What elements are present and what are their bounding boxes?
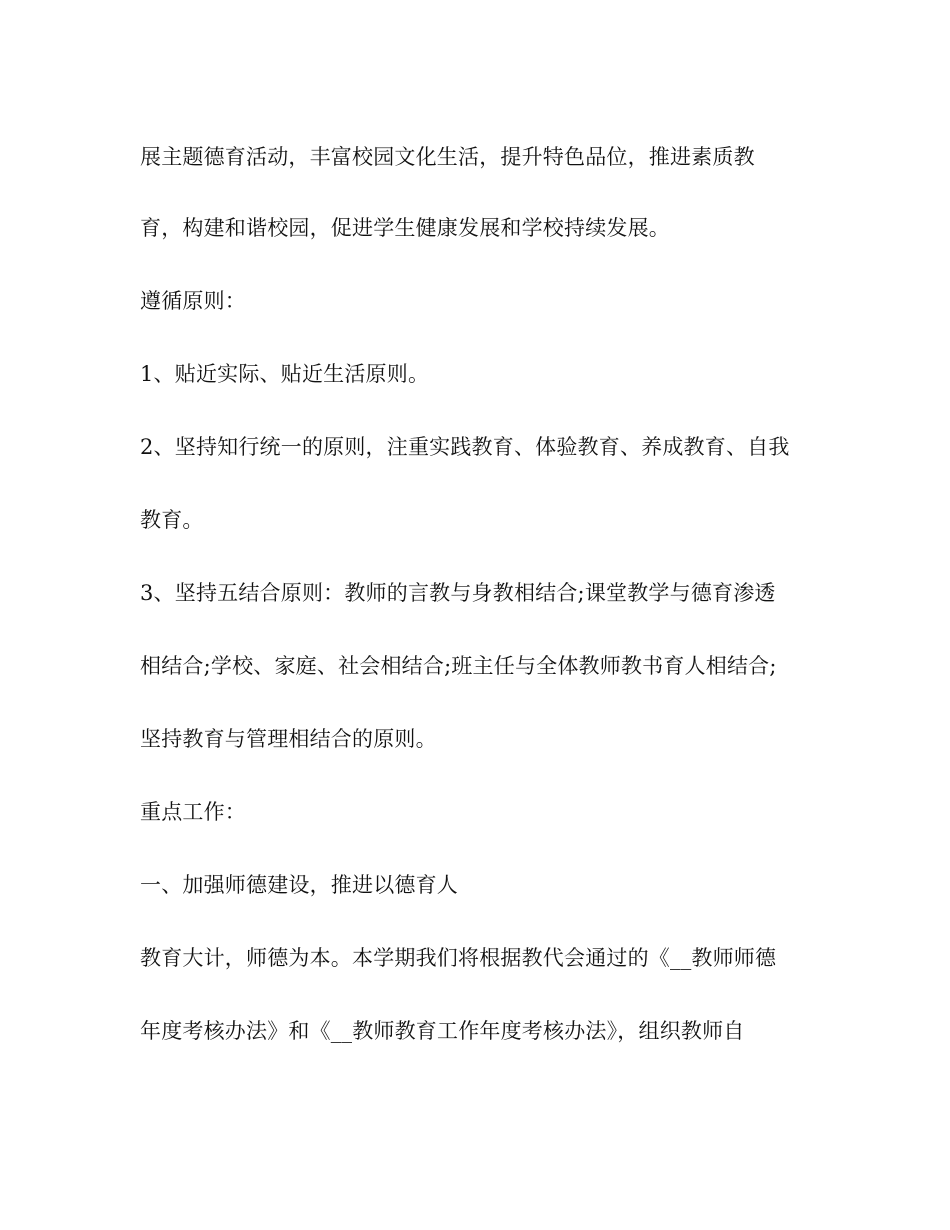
list-item-continuation: 相结合;学校、家庭、社会相结合;班主任与全体教师教书育人相结合; xyxy=(140,654,777,678)
section-heading: 重点工作： xyxy=(140,800,246,824)
list-item: 2、坚持知行统一的原则，注重实践教育、体验教育、养成教育、自我 xyxy=(140,435,790,459)
paragraph-line: 展主题德育活动，丰富校园文化生活，提升特色品位，推进素质教 xyxy=(140,145,755,169)
list-item-continuation: 坚持教育与管理相结合的原则。 xyxy=(140,727,437,751)
list-item: 3、坚持五结合原则：教师的言教与身教相结合;课堂教学与德育渗透 xyxy=(140,581,776,605)
list-item: 1、贴近实际、贴近生活原则。 xyxy=(140,362,430,386)
paragraph-line: 年度考核办法》和《__教师教育工作年度考核办法》，组织教师自 xyxy=(140,1019,745,1043)
section-heading: 遵循原则： xyxy=(140,289,246,313)
subsection-heading: 一、加强师德建设，推进以德育人 xyxy=(140,873,458,897)
paragraph-line: 育，构建和谐校园，促进学生健康发展和学校持续发展。 xyxy=(140,216,670,240)
list-item-continuation: 教育。 xyxy=(140,508,204,532)
paragraph-line: 教育大计，师德为本。本学期我们将根据教代会通过的《__教师师德 xyxy=(140,946,777,970)
